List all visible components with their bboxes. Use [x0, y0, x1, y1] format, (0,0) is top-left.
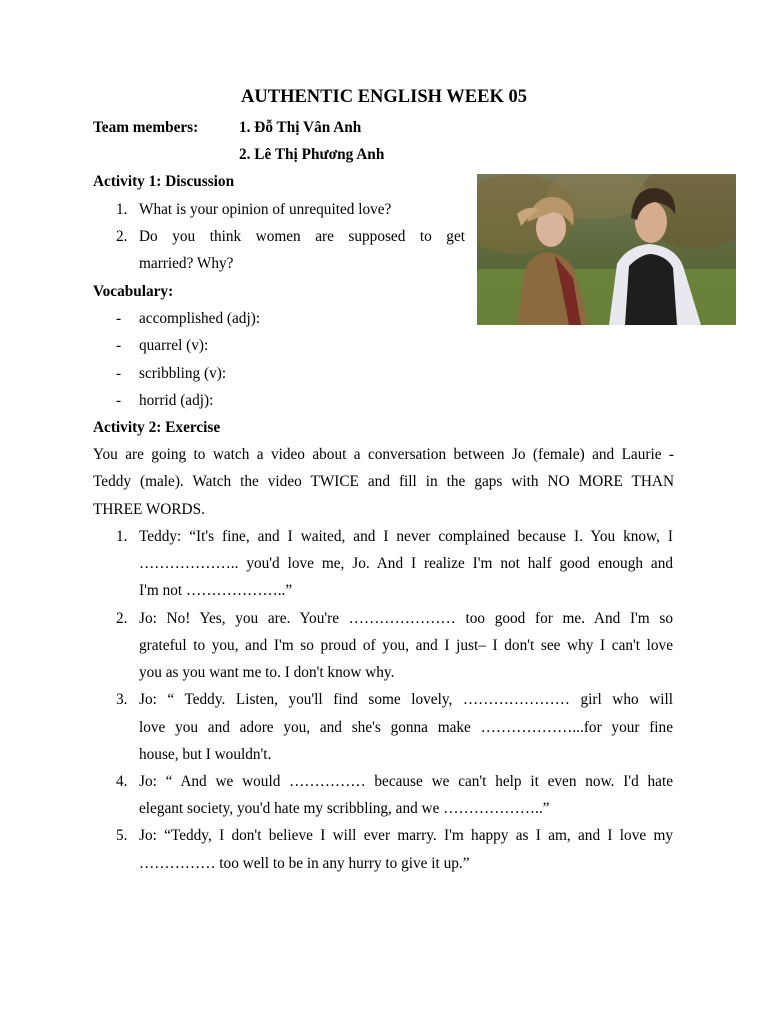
vocab-bullet: -: [116, 337, 122, 354]
exercise-line: Teddy: “It's fine, and I waited, and I never complained because I. You know, I: [139, 528, 673, 545]
team-members-label: Team members:: [93, 119, 199, 136]
team-member-2: 2. Lê Thị Phương Anh: [239, 146, 385, 163]
exercise-line: house, but I wouldn't.: [139, 746, 272, 763]
exercise-line: Jo: “Teddy, I don't believe I will ever marry. I'm happy as I am, and I love my: [139, 827, 673, 844]
exercise-number: 2.: [116, 610, 128, 627]
vocab-item: quarrel (v):: [139, 337, 209, 354]
question-1-text: What is your opinion of unrequited love?: [139, 201, 392, 218]
vocab-bullet: -: [116, 365, 122, 382]
question-2-text-line-1: Do you think women are supposed to get: [139, 228, 465, 245]
page-title: AUTHENTIC ENGLISH WEEK 05: [241, 87, 527, 107]
activity-2-heading: Activity 2: Exercise: [93, 419, 221, 436]
film-still-photo: [477, 174, 736, 325]
exercise-number: 5.: [116, 827, 128, 844]
question-2-number: 2.: [116, 228, 128, 245]
instructions-line: Teddy (male). Watch the video TWICE and fill in the gaps with NO MORE THAN: [93, 473, 674, 490]
exercise-line: I'm not ………………..”: [139, 582, 293, 599]
exercise-number: 4.: [116, 773, 128, 790]
exercise-line: …………… too well to be in any hurry to give it up.”: [139, 855, 470, 872]
exercise-line: Jo: “ And we would …………… because we can't help it even now. I'd hate: [139, 773, 673, 790]
question-2-text-line-2: married? Why?: [139, 255, 234, 272]
vocab-item: scribbling (v):: [139, 365, 227, 382]
exercise-line: Jo: “ Teddy. Listen, you'll find some lovely, ………………… girl who will: [139, 691, 673, 708]
exercise-line: love you and adore you, and she's gonna make ………………...for your fine: [139, 719, 673, 736]
instructions-line: You are going to watch a video about a conversation between Jo (female) and Laurie -: [93, 446, 674, 463]
vocab-item: horrid (adj):: [139, 392, 214, 409]
vocab-bullet: -: [116, 310, 122, 327]
exercise-line: Jo: No! Yes, you are. You're ………………… too good for me. And I'm so: [139, 610, 673, 627]
activity-1-heading: Activity 1: Discussion: [93, 173, 235, 190]
vocabulary-heading: Vocabulary:: [93, 283, 174, 300]
question-1-number: 1.: [116, 201, 128, 218]
vocab-bullet: -: [116, 392, 122, 409]
exercise-line: ……………….. you'd love me, Jo. And I realize I'm not half good enough and: [139, 555, 673, 572]
vocab-item: accomplished (adj):: [139, 310, 261, 327]
exercise-number: 3.: [116, 691, 128, 708]
exercise-line: you as you want me to. I don't know why.: [139, 664, 395, 681]
exercise-line: elegant society, you'd hate my scribbling, and we ………………..”: [139, 800, 550, 817]
instructions-line: THREE WORDS.: [93, 501, 205, 518]
team-member-1: 1. Đỗ Thị Vân Anh: [239, 119, 362, 136]
exercise-number: 1.: [116, 528, 128, 545]
exercise-line: grateful to you, and I'm so proud of you, and I just– I don't see why I can't love: [139, 637, 673, 654]
